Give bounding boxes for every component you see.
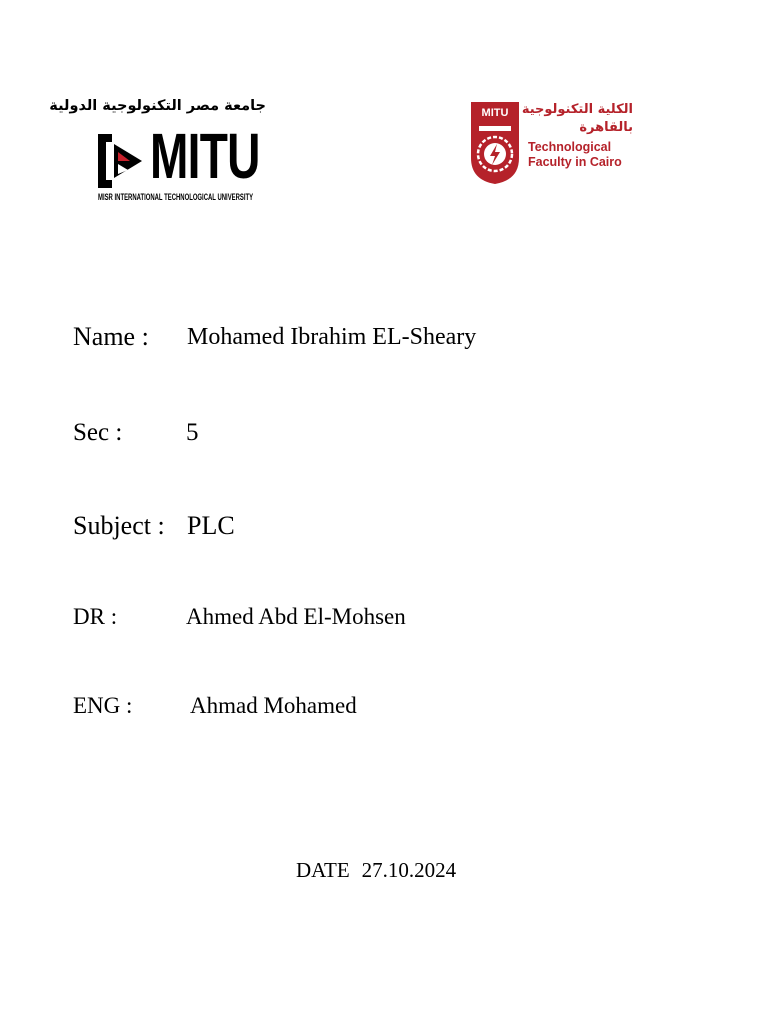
faculty-english-line-2: Faculty in Cairo [528,155,622,169]
mitu-emblem-icon [98,134,150,188]
name-value: Mohamed Ibrahim EL-Sheary [187,324,477,350]
mitu-university-logo [49,98,266,208]
logo-arabic-name: جامعة مصر التكنولوجية الدولية [49,98,266,114]
faculty-english-line-1: Technological [528,140,612,154]
faculty-arabic-line-1: الكلية التكنولوجية [521,102,633,117]
logo-tagline: MISR INTERNATIONAL TECHNOLOGICAL UNIVERSITY [98,192,254,202]
date-value: 27.10.2024 [361,858,457,882]
section-value: 5 [186,419,199,446]
subject-label: Subject : [73,511,165,540]
faculty-shield-icon [469,100,521,186]
engineer-value: Ahmad Mohamed [190,693,357,718]
technological-faculty-logo [469,100,639,188]
doctor-value: Ahmed Abd El-Mohsen [186,604,406,629]
subject-value: PLC [187,511,235,540]
shield-text: MITU [481,107,509,119]
date-line [296,858,456,883]
name-label: Name : [73,322,149,351]
section-label: Sec : [73,419,123,446]
doctor-label: DR : [73,604,118,629]
logo-wordmark: MITU [150,120,260,192]
faculty-arabic-line-2: بالقاهرة [579,120,633,135]
date-label: DATE [296,858,350,882]
engineer-label: ENG : [73,693,133,718]
